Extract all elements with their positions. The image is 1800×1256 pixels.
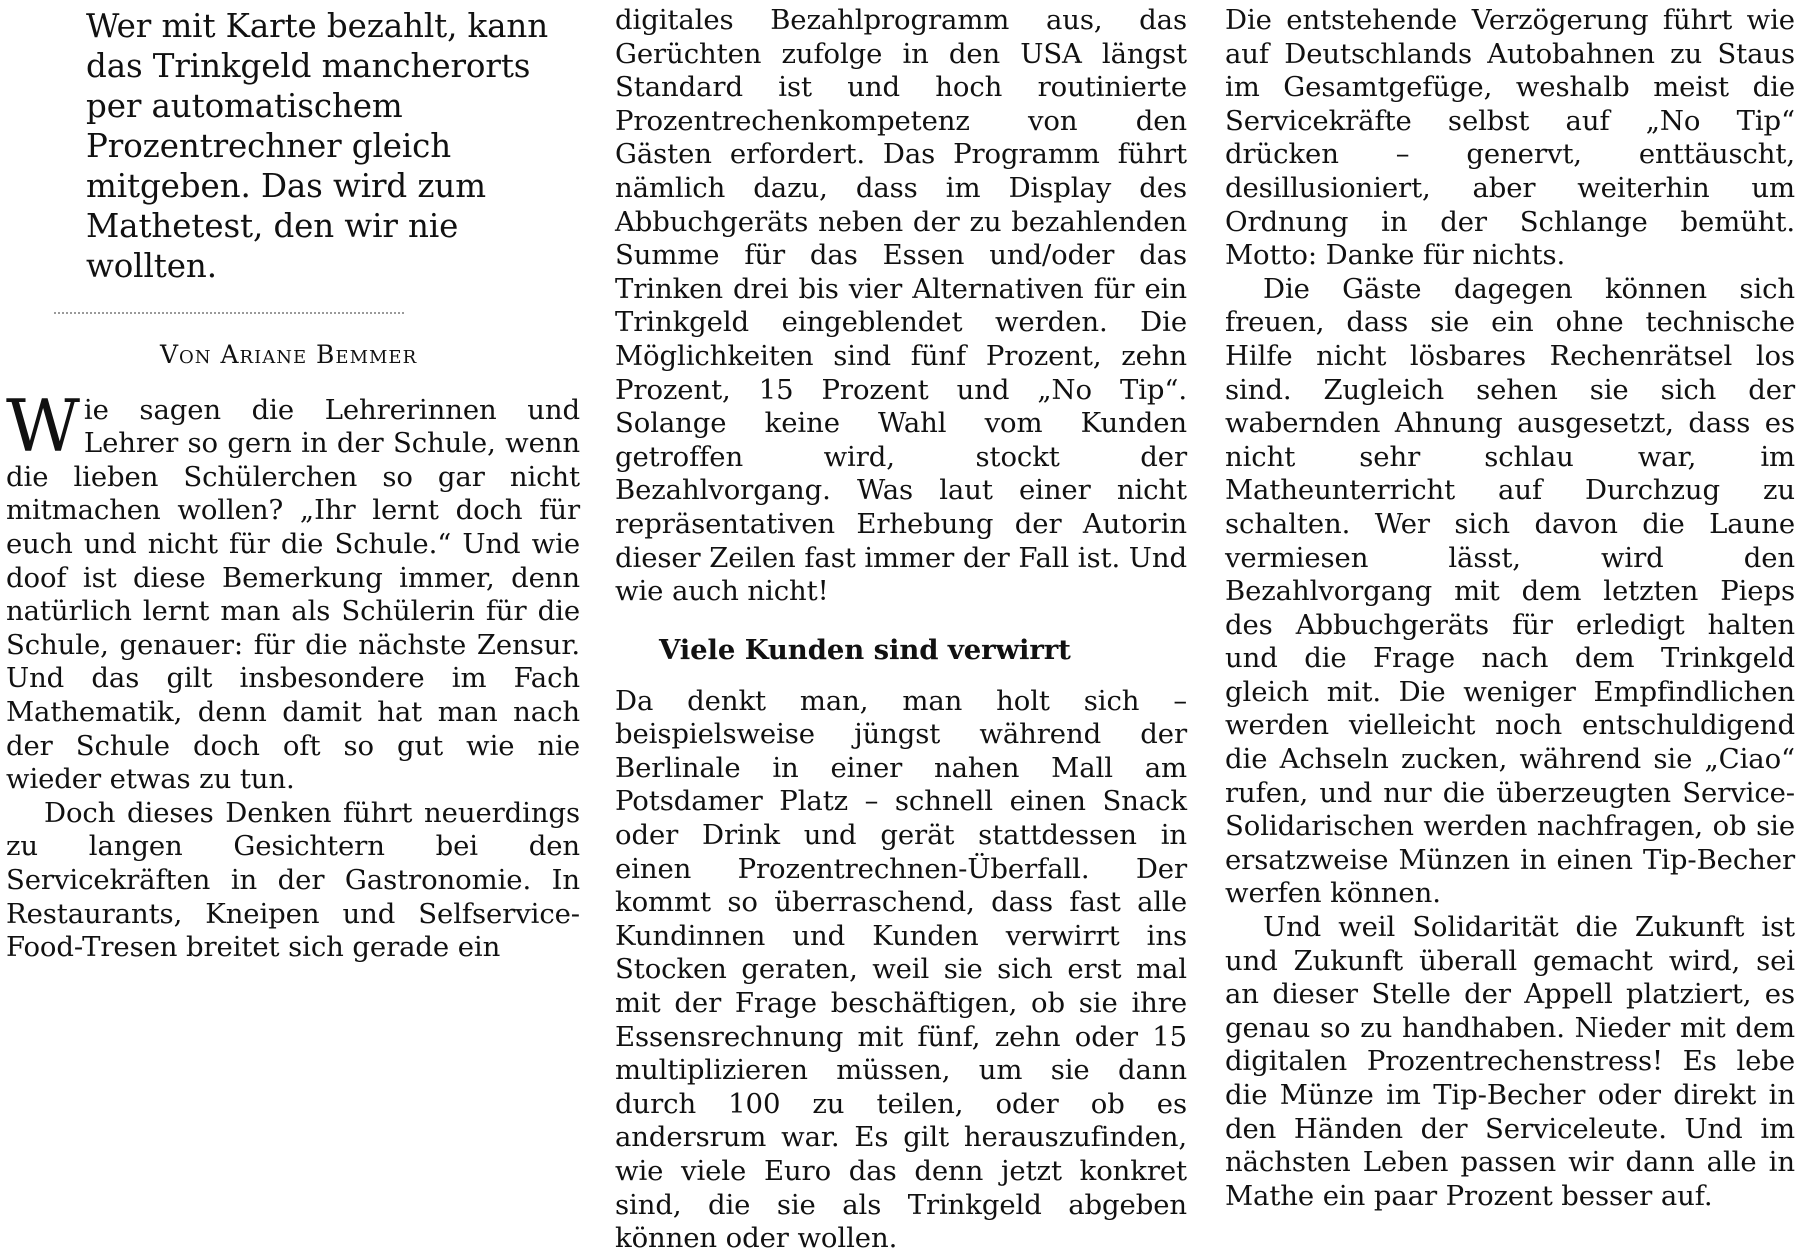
article-column-3 (1225, 4, 1795, 1212)
paragraph-5: Die Gäste dagegen können sich freuen, dass sie ein ohne technische Hilfe nicht lösbares Rechenrätsel los sind. Zugleich sehen sie sich der wabernden Ahnung ausgesetzt, dass es nicht sehr schlau war, im Matheunterricht auf Durchzug zu schalten. Wer sich davon die Laune vermiesen lässt, wird den Bezahlvorgang mit dem letzten Pieps des Abbuchgeräts für erledigt halten und die Frage nach dem Trinkgeld gleich mit. Die weniger Empfindlichen werden vielleicht noch entschuldigend die Achseln zucken, während sie „Ciao“ rufen, und nur die überzeugten Service-Solidarischen werden nachfragen, ob sie ersatzweise Münzen in einen Tip-Becher werfen können. (1225, 272, 1795, 910)
paragraph-1-text: ie sagen die Lehrerinnen und Lehrer so gern in der Schule, wenn die lieben Schülerchen so gar nicht mitmachen wollen? „Ihr lernt doch für euch und nicht für die Schule.“ Und wie doof ist diese Bemerkung immer, denn natürlich lernt man als Schülerin für die Schule, genauer: für die nächste Zensur. Und das gilt insbesondere im Fach Mathematik, denn damit hat man nach der Schule doch oft so gut wie nie wieder etwas zu tun. (6, 393, 580, 796)
article-column-1 (6, 0, 580, 993)
paragraph-2-start (6, 797, 580, 965)
paragraph-6: Und weil Solidarität die Zukunft ist und Zukunft überall gemacht wird, sei an dieser Stelle der Appell platziert, es genau so zu handhaben. Nieder mit dem digitalen Prozentrechenstress! Es lebe die Münze im Tip-Becher oder direkt in den Händen der Serviceleute. Und im nächsten Leben passen wir dann alle in Mathe ein paar Prozent besser auf. (1225, 911, 1795, 1212)
article-lead: Wer mit Karte bezahlt, kann das Trinkgeld mancherorts per automatischem Prozentrechner gleich mitgeben. Das wird zum Mathetest, den wir nie wollten. (86, 7, 549, 285)
paragraph-3: Da denkt man, man holt sich – beispielsweise jüngst während der Berlinale in einer nahen Mall am Potsdamer Platz – schnell einen Snack oder Drink und gerät stattdessen in einen Prozentrechnen-Überfall. Der kommt so überraschend, dass fast alle Kundinnen und Kunden verwirrt ins Stocken geraten, weil sie sich erst mal mit der Frage beschäftigen, ob sie ihre Essensrechnung mit fünf, zehn oder 15 multiplizieren müssen, um sie dann durch 100 zu teilen, oder ob es andersrum war. Es gilt herauszufinden, wie viele Euro das denn jetzt konkret sind, die sie als Trinkgeld abgeben können oder wollen. (615, 684, 1187, 1255)
lead-divider (54, 312, 404, 314)
paragraph-4-continued: Die entstehende Verzögerung führt wie auf Deutschlands Autobahnen zu Staus im Gesamtgefüge, weshalb meist die Servicekräfte selbst auf „No Tip“ drücken – genervt, enttäuscht, desillusioniert, aber weiterhin um Ordnung in der Schlange bemüht. Motto: Danke für nichts. (1225, 4, 1795, 272)
paragraph-1 (6, 383, 580, 797)
paragraph-2-text: Doch dieses Denken führt neuerdings zu langen Gesichtern bei den Servicekräften in der Gastronomie. In Restaurants, Kneipen und Selfservice-Food-Tresen breitet sich gerade ein (6, 796, 580, 964)
article-column-2 (615, 4, 1187, 1255)
article-byline: Von Ariane Bemmer (160, 340, 418, 369)
article-subhead: Viele Kunden sind verwirrt (659, 633, 1071, 666)
paragraph-2-continued: digitales Bezahlprogramm aus, das Gerüchten zufolge in den USA längst Standard ist und hoch routinierte Prozentrechenkompetenz von den Gästen erfordert. Das Programm führt nämlich dazu, dass im Display des Abbuchgeräts neben der zu bezahlenden Summe für das Essen und/oder das Trinken drei bis vier Alternativen für ein Trinkgeld eingeblendet werden. Die Möglichkeiten sind fünf Prozent, zehn Prozent, 15 Prozent und „No Tip“. Solange keine Wahl vom Kunden getroffen wird, stockt der Bezahlvorgang. Was laut einer nicht repräsentativen Erhebung der Autorin dieser Zeilen fast immer der Fall ist. Und wie auch nicht! (615, 4, 1187, 608)
drop-cap: W (6, 383, 80, 468)
